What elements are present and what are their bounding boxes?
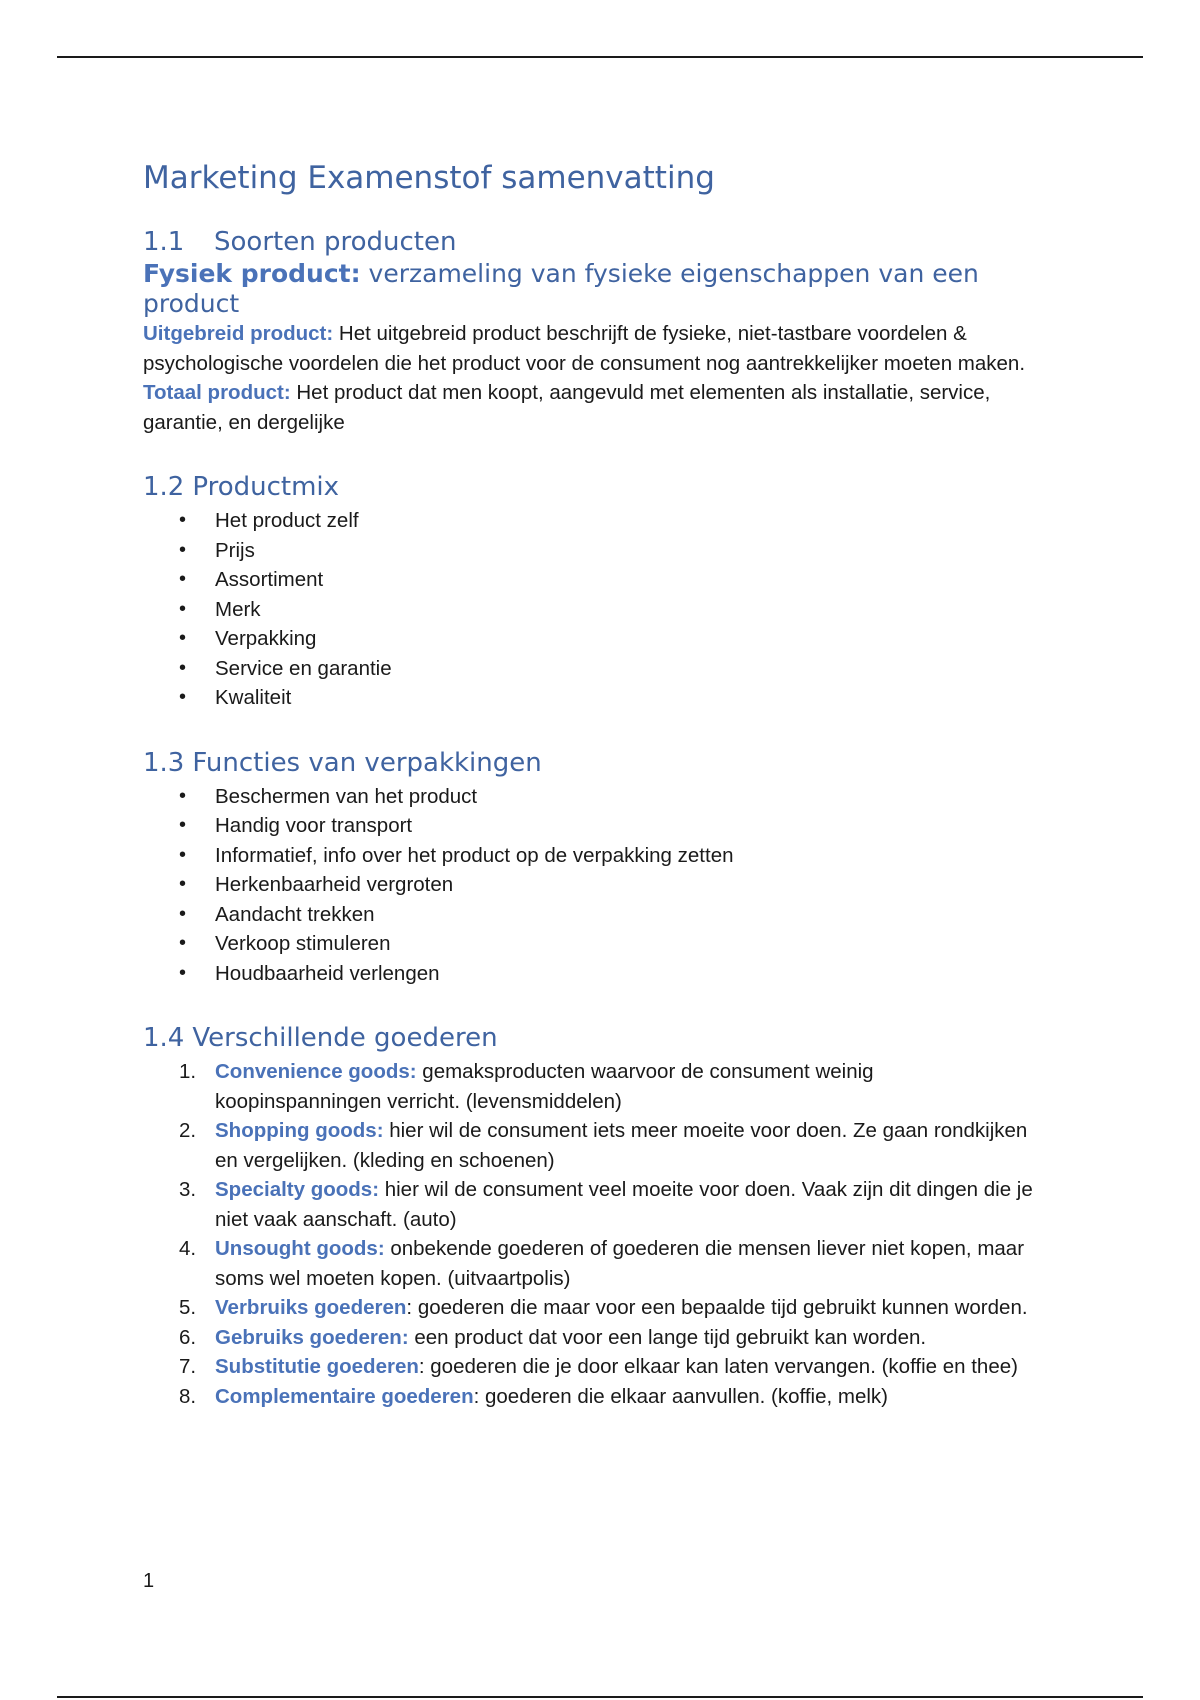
list-item: • Het product zelf: [143, 506, 1043, 536]
section-number: 1.1: [143, 227, 185, 257]
bullet-icon: •: [179, 784, 187, 807]
term-label: Convenience goods:: [215, 1060, 417, 1083]
section-heading-1-3: [143, 747, 1043, 780]
section-heading-1-2: [143, 471, 1043, 504]
bullet-icon: •: [179, 627, 187, 649]
section-number: 1.4: [143, 1023, 185, 1053]
section-title: Soorten producten: [214, 227, 457, 257]
list-item: • Verpakking: [143, 624, 1043, 654]
list-item: • Service en garantie: [143, 654, 1043, 684]
header-rule: [57, 56, 1143, 58]
section-heading-1-1: [143, 226, 1043, 259]
document-title: Marketing Examenstof samenvatting: [143, 160, 715, 196]
bullet-icon: •: [179, 656, 187, 679]
fysiek-product-text: verzameling van fysieke eigenschappen van een product: [143, 259, 979, 318]
section-title: Verschillende goederen: [192, 1023, 498, 1053]
list-item: • Informatief, info over het product op de verpakking zetten: [143, 841, 1043, 871]
term-label: Substitutie goederen: [215, 1355, 419, 1378]
verpakking-functies-list: [143, 782, 1043, 989]
list-item: 3. Specialty goods: hier wil de consument veel moeite voor doen. Vaak zijn dit dingen die je niet vaak aanschaft. (auto): [179, 1178, 1033, 1231]
section-1-2: [143, 471, 1043, 713]
term-label: Verbruiks goederen: [215, 1296, 407, 1319]
bullet-icon: •: [179, 932, 187, 954]
bullet-icon: •: [179, 509, 187, 531]
bullet-icon: •: [179, 597, 187, 620]
goederen-list: [143, 1057, 1043, 1411]
list-item: • Beschermen van het product: [143, 782, 1043, 812]
term-label: Gebruiks goederen:: [215, 1325, 409, 1349]
list-item: 7. Substitutie goederen: goederen die je door elkaar kan laten vervangen. (koffie en thee): [179, 1355, 1018, 1378]
list-item: • Verkoop stimuleren: [143, 929, 1043, 959]
list-item: 4. Unsought goods: onbekende goederen of goederen die mensen liever niet kopen, maar soms wel moeten kopen. (uitvaartpolis): [179, 1237, 1025, 1290]
bullet-icon: •: [179, 902, 187, 925]
page-content: [143, 160, 1043, 1411]
section-number: 1.3: [143, 747, 185, 778]
bullet-icon: •: [179, 873, 187, 895]
list-item: 6. Gebruiks goederen: een product dat voor een lange tijd gebruikt kan worden.: [179, 1325, 927, 1349]
term-label: Complementaire goederen: [215, 1384, 474, 1408]
list-item: • Merk: [143, 595, 1043, 625]
productmix-list: [143, 506, 1043, 713]
section-1-3: [143, 747, 1043, 989]
section-number: 1.2: [143, 472, 185, 502]
list-item: • Assortiment: [143, 565, 1043, 595]
bullet-icon: •: [179, 814, 187, 836]
footer-rule: [57, 1696, 1143, 1698]
totaal-product-text: Het product dat men koopt, aangevuld met elementen als installatie, service, garantie, en dergelijke: [143, 381, 991, 434]
page-number: 1: [143, 1570, 155, 1592]
list-item: 5. Verbruiks goederen: goederen die maar voor een bepaalde tijd gebruikt kunnen worden.: [179, 1296, 1028, 1319]
list-item: 1. Convenience goods: gemaksproducten waarvoor de consument weinig koopinspanningen verricht. (levensmiddelen): [179, 1060, 874, 1113]
bullet-icon: •: [179, 843, 187, 866]
uitgebreid-product-paragraph: [143, 319, 1043, 378]
section-1-4: [143, 1022, 1043, 1411]
section-title: Functies van verpakkingen: [192, 747, 542, 778]
list-item: • Aandacht trekken: [143, 900, 1043, 930]
term-label: Shopping goods:: [215, 1119, 384, 1142]
uitgebreid-product-text: Het uitgebreid product beschrijft de fysieke, niet-tastbare voordelen & psychologische voordelen die het product voor de consument nog aantrekkelijker moeten maken.: [143, 322, 1026, 375]
totaal-product-paragraph: [143, 378, 1043, 437]
term-label: Specialty goods:: [215, 1178, 380, 1201]
bullet-icon: •: [179, 568, 187, 590]
term-label: Unsought goods:: [215, 1237, 385, 1260]
list-item: • Handig voor transport: [143, 811, 1043, 841]
section-heading-1-4: [143, 1022, 1043, 1055]
fysiek-product-heading: [143, 259, 1043, 319]
section-title: Productmix: [192, 472, 340, 502]
list-item: • Herkenbaarheid vergroten: [143, 870, 1043, 900]
list-item: • Kwaliteit: [143, 683, 1043, 713]
bullet-icon: •: [179, 538, 187, 561]
bullet-icon: •: [179, 961, 187, 984]
list-item: 8. Complementaire goederen: goederen die elkaar aanvullen. (koffie, melk): [179, 1384, 889, 1408]
fysiek-product-label: Fysiek product:: [143, 259, 361, 288]
list-item: • Prijs: [143, 536, 1043, 566]
totaal-product-label: Totaal product:: [143, 381, 291, 404]
list-item: 2. Shopping goods: hier wil de consument iets meer moeite voor doen. Ze gaan rondkijken en vergelijken. (kleding en schoenen): [179, 1119, 1028, 1172]
bullet-icon: •: [179, 686, 187, 708]
list-item: • Houdbaarheid verlengen: [143, 959, 1043, 989]
uitgebreid-product-label: Uitgebreid product:: [143, 322, 334, 345]
